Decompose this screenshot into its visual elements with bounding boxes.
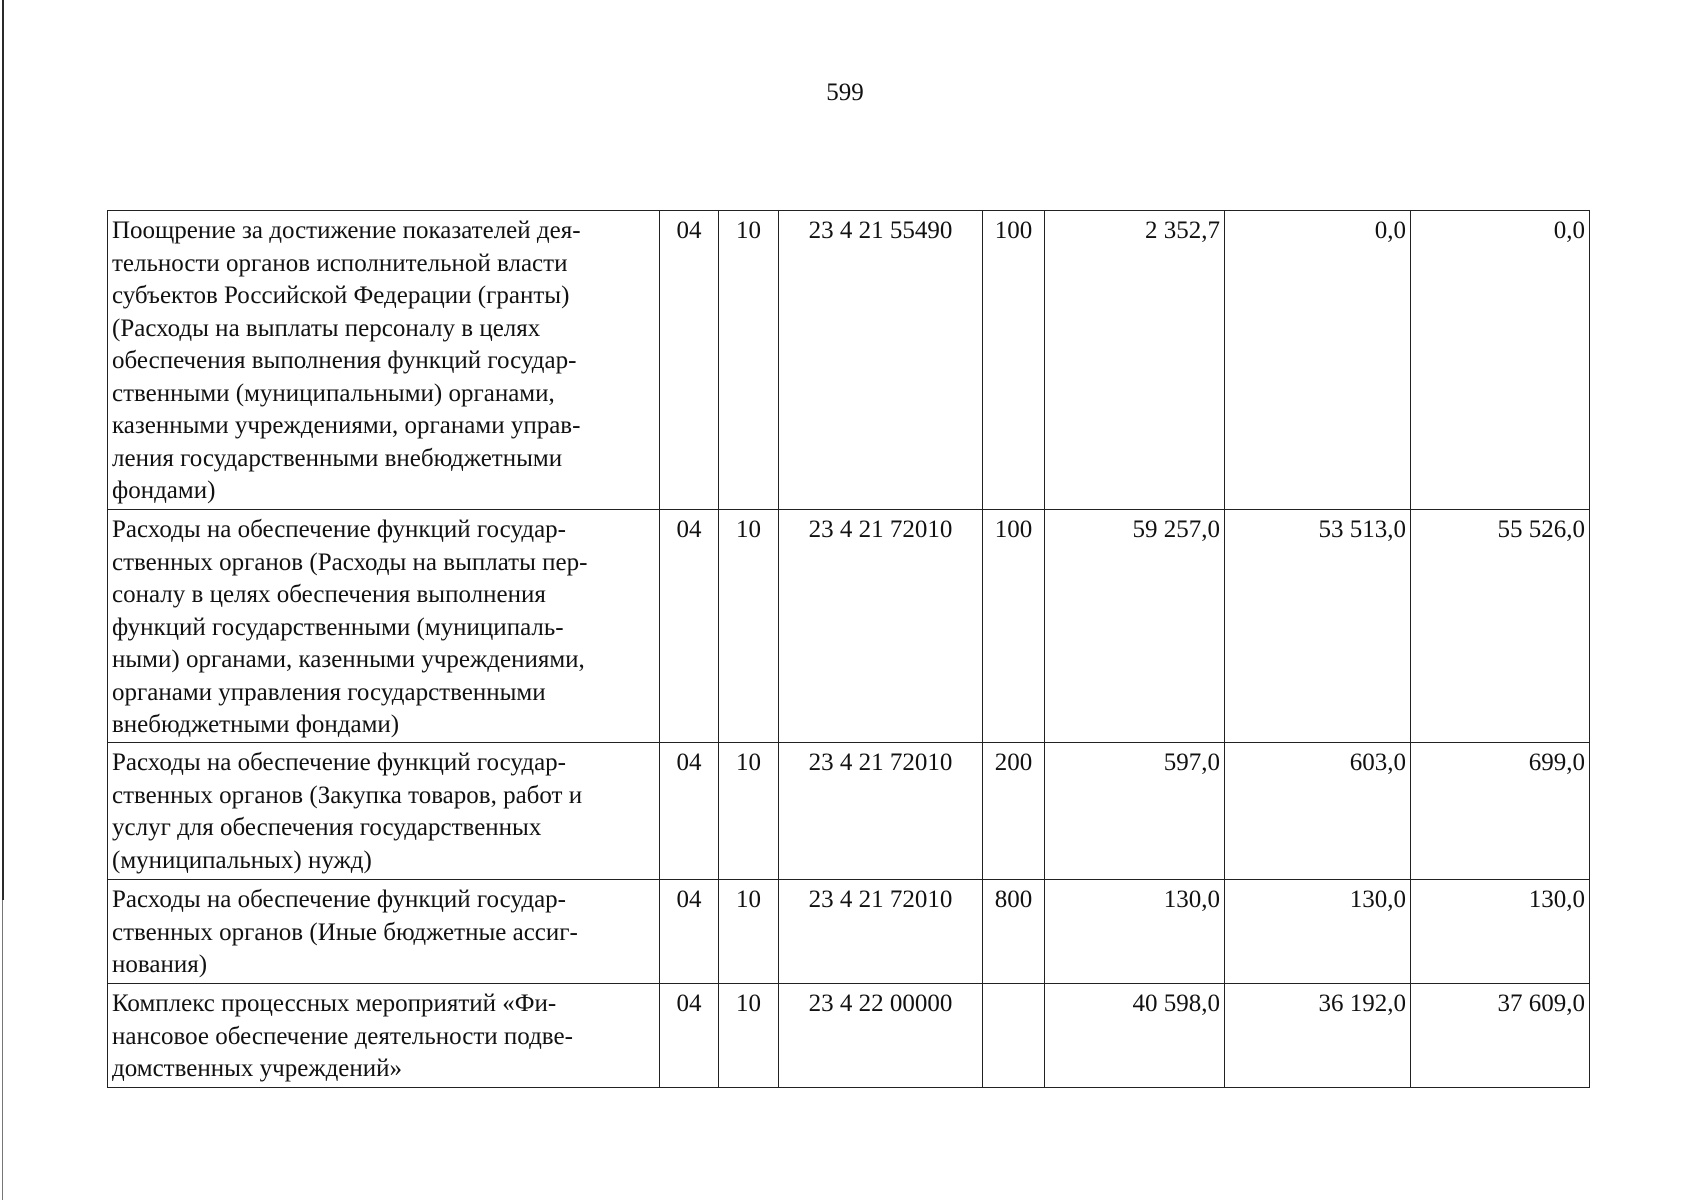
name-line: казенными учреждениями, органами управ- [112, 412, 581, 439]
amount-year1-cell: 40 598,0 [1045, 984, 1225, 1088]
section-code-cell: 04 [660, 510, 719, 743]
amount-year2-cell: 603,0 [1225, 743, 1411, 880]
name-line: (Расходы на выплаты персоналу в целях [112, 314, 541, 342]
subsection-code-cell: 10 [719, 880, 779, 984]
amount-year1-cell: 597,0 [1045, 743, 1225, 880]
name-line: органами управления государственными [112, 678, 546, 706]
amount-year1-cell: 130,0 [1045, 880, 1225, 984]
amount-year3-cell: 699,0 [1411, 743, 1590, 880]
target-article-cell: 23 4 21 55490 [779, 211, 983, 510]
name-line: субъектов Российской Федерации (гранты) [112, 282, 570, 309]
amount-year3-cell: 55 526,0 [1411, 510, 1590, 743]
name-line: нансовое обеспечение деятельности подве- [112, 1022, 573, 1050]
amount-year2-cell: 0,0 [1225, 211, 1411, 510]
expense-type-cell: 800 [983, 880, 1045, 984]
name-line: ления государственными внебюджетными [112, 444, 563, 472]
name-line: ственных органов (Закупка товаров, работ и [112, 781, 583, 809]
target-article-cell: 23 4 21 72010 [779, 510, 983, 743]
target-article-cell: 23 4 21 72010 [779, 880, 983, 984]
name-line: ными) органами, казенными учреждениями, [112, 646, 585, 673]
target-article-cell: 23 4 22 00000 [779, 984, 983, 1088]
table-row [108, 211, 1590, 510]
section-code-cell: 04 [660, 880, 719, 984]
amount-year3-cell: 0,0 [1411, 211, 1590, 510]
section-code-cell: 04 [660, 211, 719, 510]
amount-year3-cell: 130,0 [1411, 880, 1590, 984]
row-name-cell [108, 880, 660, 984]
page-number: 599 [826, 79, 864, 106]
scan-border-line [2, 0, 4, 900]
row-name-cell [108, 984, 660, 1088]
amount-year3-cell: 37 609,0 [1411, 984, 1590, 1088]
expense-type-cell: 100 [983, 510, 1045, 743]
subsection-code-cell: 10 [719, 510, 779, 743]
name-line: Комплекс процессных мероприятий «Фи- [112, 990, 557, 1017]
name-line: Расходы на обеспечение функций государ- [112, 749, 566, 776]
name-line: внебюджетными фондами) [112, 711, 400, 738]
subsection-code-cell: 10 [719, 211, 779, 510]
name-line: Поощрение за достижение показателей дея- [112, 217, 581, 244]
name-line: фондами) [112, 477, 216, 504]
section-code-cell: 04 [660, 984, 719, 1088]
row-name-cell [108, 743, 660, 880]
name-line: ственными (муниципальными) органами, [112, 379, 555, 407]
table-row [108, 743, 1590, 880]
subsection-code-cell: 10 [719, 984, 779, 1088]
name-line: Расходы на обеспечение функций государ- [112, 886, 566, 913]
name-line: функций государственными (муниципаль- [112, 613, 564, 641]
table-row [108, 984, 1590, 1088]
name-line: домственных учреждений» [112, 1055, 403, 1082]
target-article-cell: 23 4 21 72010 [779, 743, 983, 880]
amount-year1-cell: 59 257,0 [1045, 510, 1225, 743]
amount-year1-cell: 2 352,7 [1045, 211, 1225, 510]
name-line: соналу в целях обеспечения выполнения [112, 581, 546, 608]
name-line: ственных органов (Иные бюджетные ассиг- [112, 918, 578, 946]
name-line: обеспечения выполнения функций государ- [112, 347, 577, 374]
name-line: нования) [112, 951, 208, 978]
table-row [108, 880, 1590, 984]
name-line: услуг для обеспечения государственных [112, 814, 542, 841]
amount-year2-cell: 53 513,0 [1225, 510, 1411, 743]
budget-table [107, 210, 1590, 1088]
table-row [108, 510, 1590, 743]
row-name-cell [108, 211, 660, 510]
amount-year2-cell: 36 192,0 [1225, 984, 1411, 1088]
name-line: ственных органов (Расходы на выплаты пер- [112, 548, 588, 576]
name-line: (муниципальных) нужд) [112, 846, 372, 874]
section-code-cell: 04 [660, 743, 719, 880]
subsection-code-cell: 10 [719, 743, 779, 880]
name-line: тельности органов исполнительной власти [112, 249, 568, 277]
expense-type-cell: 200 [983, 743, 1045, 880]
scan-border-line-lower [2, 900, 3, 1200]
amount-year2-cell: 130,0 [1225, 880, 1411, 984]
expense-type-cell: 100 [983, 211, 1045, 510]
name-line: Расходы на обеспечение функций государ- [112, 516, 566, 543]
row-name-cell [108, 510, 660, 743]
expense-type-cell [983, 984, 1045, 1088]
